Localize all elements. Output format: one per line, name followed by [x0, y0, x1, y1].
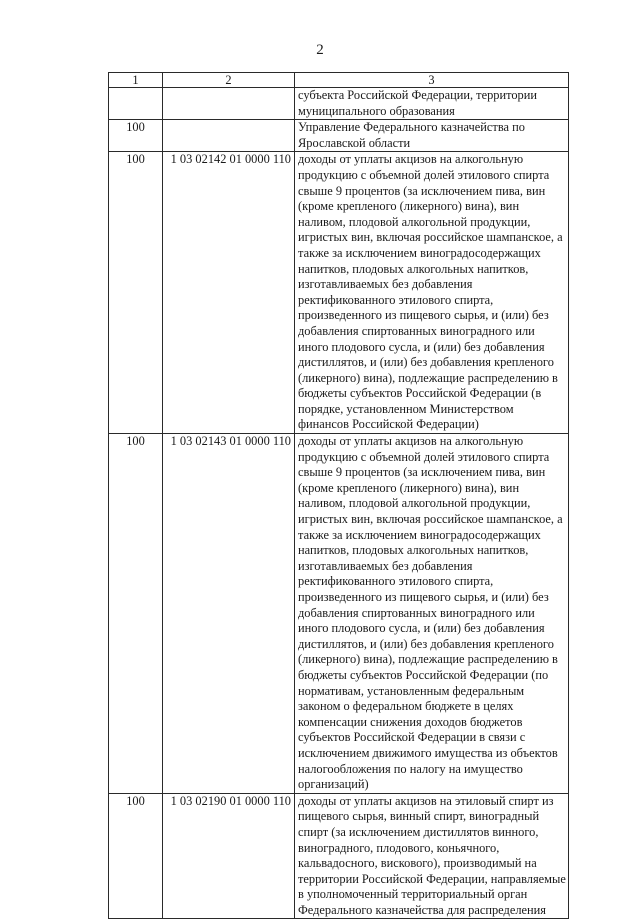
table-row [109, 434, 569, 794]
kbk-code-cell [163, 120, 295, 152]
admin-code-cell: 100 [109, 120, 163, 152]
table-row [109, 88, 569, 120]
admin-code-cell: 100 [109, 793, 163, 919]
description-cell: доходы от уплаты акцизов на этиловый спирт из пищевого сырья, винный спирт, виноградный спирт (за исключением дистиллятов винного, виноградного, плодового, коньячного, кальвадосного, вискового), производимый на территории Российской Федерации, направляемые в уполномоченный территориальный орган Федерального казначейства для распределения [295, 793, 569, 919]
description-cell: субъекта Российской Федерации, территории муниципального образования [295, 88, 569, 120]
revenue-codes-table [108, 72, 569, 919]
table-row [109, 152, 569, 434]
kbk-code-cell [163, 88, 295, 120]
table-header-row [109, 73, 569, 88]
table-row [109, 120, 569, 152]
kbk-code-cell: 1 03 02143 01 0000 110 [163, 434, 295, 794]
table-row [109, 793, 569, 919]
description-cell: доходы от уплаты акцизов на алкогольную продукцию с объемной долей этилового спирта свыше 9 процентов (за исключением пива, вин (кроме крепленого (ликерного) вина), вин наливом, плодовой алкогольной продукции, игристых вин, включая российское шампанское, а также за исключением виноградосодержащих напитков, плодовых алкогольных напитков, изготавливаемых без добавления ректификованного этилового спирта, произведенного из пищевого сырья, и (или) без добавления спиртованных виноградного или иного плодового сусла, и (или) без добавления дистиллятов, и (или) без добавления крепленого (ликерного) вина), подлежащие распределению в бюджеты субъектов Российской Федерации (по нормативам, установленным федеральным законом о федеральном бюджете в целях компенсации снижения доходов бюджетов субъектов Российской Федерации в связи с исключением движимого имущества из объектов налогообложения по налогу на имущество организаций) [295, 434, 569, 794]
description-cell: Управление Федерального казначейства по Ярославской области [295, 120, 569, 152]
admin-code-cell: 100 [109, 152, 163, 434]
kbk-code-cell: 1 03 02142 01 0000 110 [163, 152, 295, 434]
header-col-3: 3 [295, 73, 569, 88]
kbk-code-cell: 1 03 02190 01 0000 110 [163, 793, 295, 919]
admin-code-cell: 100 [109, 434, 163, 794]
header-col-2: 2 [163, 73, 295, 88]
description-cell: доходы от уплаты акцизов на алкогольную продукцию с объемной долей этилового спирта свыше 9 процентов (за исключением пива, вин (кроме крепленого (ликерного) вина), вин наливом, плодовой алкогольной продукции, игристых вин, включая российское шампанское, а также за исключением виноградосодержащих напитков, плодовых алкогольных напитков, изготавливаемых без добавления ректификованного этилового спирта, произведенного из пищевого сырья, и (или) без добавления спиртованных виноградного или иного плодового сусла, и (или) без добавления дистиллятов, и (или) без добавления крепленого (ликерного) вина), подлежащие распределению в бюджеты субъектов Российской Федерации (в порядке, установленном Министерством финансов Российской Федерации) [295, 152, 569, 434]
admin-code-cell [109, 88, 163, 120]
page-number: 2 [316, 42, 324, 58]
header-col-1: 1 [109, 73, 163, 88]
